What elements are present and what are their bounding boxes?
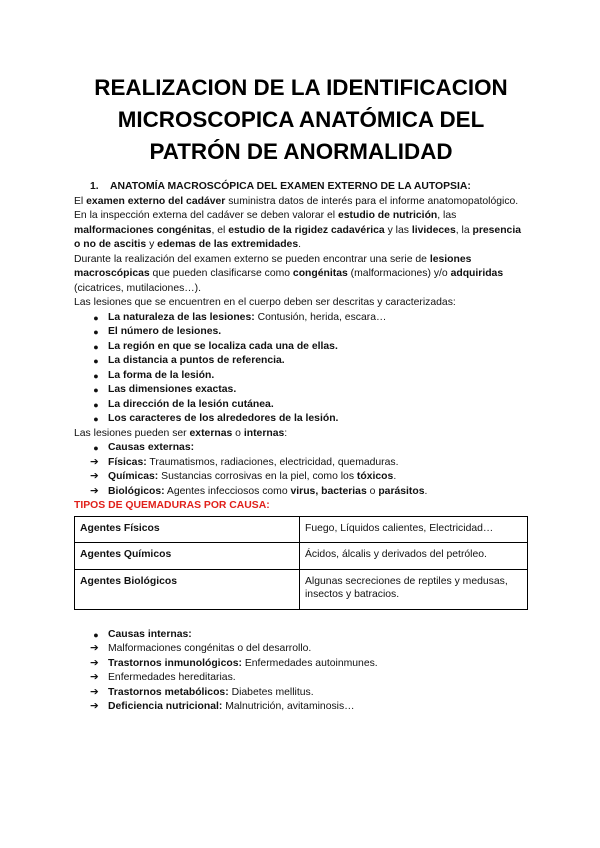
external-causes-list <box>74 456 528 500</box>
bullet-icon: ● <box>93 356 99 366</box>
list-item: ● Causas externas: <box>90 441 528 456</box>
paragraph-lesion-origin: Las lesiones pueden ser externas o internas: <box>74 427 288 439</box>
bullet-icon: ● <box>93 370 99 381</box>
list-item: ➔ Malformaciones congénitas o del desarrollo. <box>90 642 528 657</box>
list-item: ➔ Enfermedades hereditarias. <box>90 671 528 686</box>
spacer <box>74 610 528 628</box>
list-item: ● Los caracteres de los alrededores de la lesión. <box>90 412 528 427</box>
arrow-icon: ➔ <box>90 471 99 482</box>
list-item: ➔ Deficiencia nutricional: Malnutrición, avitaminosis… <box>90 700 528 715</box>
bullet-icon: ● <box>93 414 99 424</box>
arrow-icon: ➔ <box>90 672 99 683</box>
bullet-icon: ● <box>93 399 99 410</box>
list-item: ➔ Biológicos: Agentes infecciosos como virus, bacterias o parásitos. <box>90 485 528 500</box>
table-cell-agent: Agentes Biológicos <box>75 569 300 609</box>
bullet-icon: ● <box>93 312 99 323</box>
arrow-icon: ➔ <box>90 701 99 712</box>
list-item: ● La región en que se localiza cada una de ellas. <box>90 340 528 355</box>
table-cell-examples: Ácidos, álcalis y derivados del petróleo. <box>300 543 528 570</box>
paragraph-lesion-types: Durante la realización del examen externo se pueden encontrar una serie de lesiones macroscópicas que pueden clasificarse como congénitas (malformaciones) y/o adquiridas (cicatrices, mutilaciones…). <box>74 253 504 294</box>
arrow-icon: ➔ <box>90 643 99 654</box>
section-number: 1. <box>90 181 99 192</box>
section-title: ANATOMÍA MACROSCÓPICA DEL EXAMEN EXTERNO DE LA AUTOPSIA: <box>110 181 471 192</box>
table-cell-examples: Fuego, Líquidos calientes, Electricidad… <box>300 516 528 543</box>
bullet-icon: ● <box>93 385 99 395</box>
list-item: ● La distancia a puntos de referencia. <box>90 354 528 369</box>
internal-causes-heading-list <box>74 628 528 643</box>
arrow-icon: ➔ <box>90 485 99 497</box>
table-row <box>75 569 528 609</box>
page-title: REALIZACION DE LA IDENTIFICACION MICROSCOPICA ANATÓMICA DEL PATRÓN DE ANORMALIDAD <box>94 75 508 164</box>
burns-table <box>74 516 528 610</box>
table-row <box>75 543 528 570</box>
list-item: ➔ Trastornos metabólicos: Diabetes mellitus. <box>90 686 528 701</box>
bullet-icon: ● <box>93 327 99 337</box>
list-item: ● La forma de la lesión. <box>90 369 528 384</box>
list-item: ● Las dimensiones exactas. <box>90 383 528 398</box>
bullet-icon: ● <box>93 629 99 640</box>
table-cell-agent: Agentes Químicos <box>75 543 300 570</box>
paragraph-external-exam: El examen externo del cadáver suministra datos de interés para el informe anatomopatológico. En la inspección externa del cadáver se deben valorar el estudio de nutrición, las malformaciones congénitas, el estudio de la rigidez cadavérica y las livideces, la presencia o no de ascitis y edemas de las extremidades. <box>74 195 522 250</box>
internal-causes-list <box>74 642 528 715</box>
arrow-icon: ➔ <box>90 456 99 468</box>
external-causes-heading-list <box>74 441 528 456</box>
list-item: ➔ Trastornos inmunológicos: Enfermedades autoinmunes. <box>90 657 528 672</box>
burns-heading: TIPOS DE QUEMADURAS POR CAUSA: <box>74 500 270 511</box>
list-item: ➔ Físicas: Traumatismos, radiaciones, electricidad, quemaduras. <box>90 456 528 471</box>
bullet-icon: ● <box>93 341 99 352</box>
list-item: ● La naturaleza de las lesiones: Contusión, herida, escara… <box>90 311 528 326</box>
arrow-icon: ➔ <box>90 657 99 669</box>
table-row <box>75 516 528 543</box>
table-cell-agent: Agentes Físicos <box>75 516 300 543</box>
list-item: ● El número de lesiones. <box>90 325 528 340</box>
table-cell-examples: Algunas secreciones de reptiles y medusas, insectos y batracios. <box>300 569 528 609</box>
list-item: ➔ Químicas: Sustancias corrosivas en la piel, como los tóxicos. <box>90 470 528 485</box>
lesion-characteristics-list <box>74 311 528 427</box>
list-item: ● La dirección de la lesión cutánea. <box>90 398 528 413</box>
list-item: ● Causas internas: <box>90 628 528 643</box>
paragraph-description: Las lesiones que se encuentren en el cuerpo deben ser descritas y caracterizadas: <box>74 297 456 308</box>
bullet-icon: ● <box>93 443 99 453</box>
document-page <box>74 72 528 715</box>
arrow-icon: ➔ <box>90 686 99 698</box>
section-heading <box>74 180 528 195</box>
